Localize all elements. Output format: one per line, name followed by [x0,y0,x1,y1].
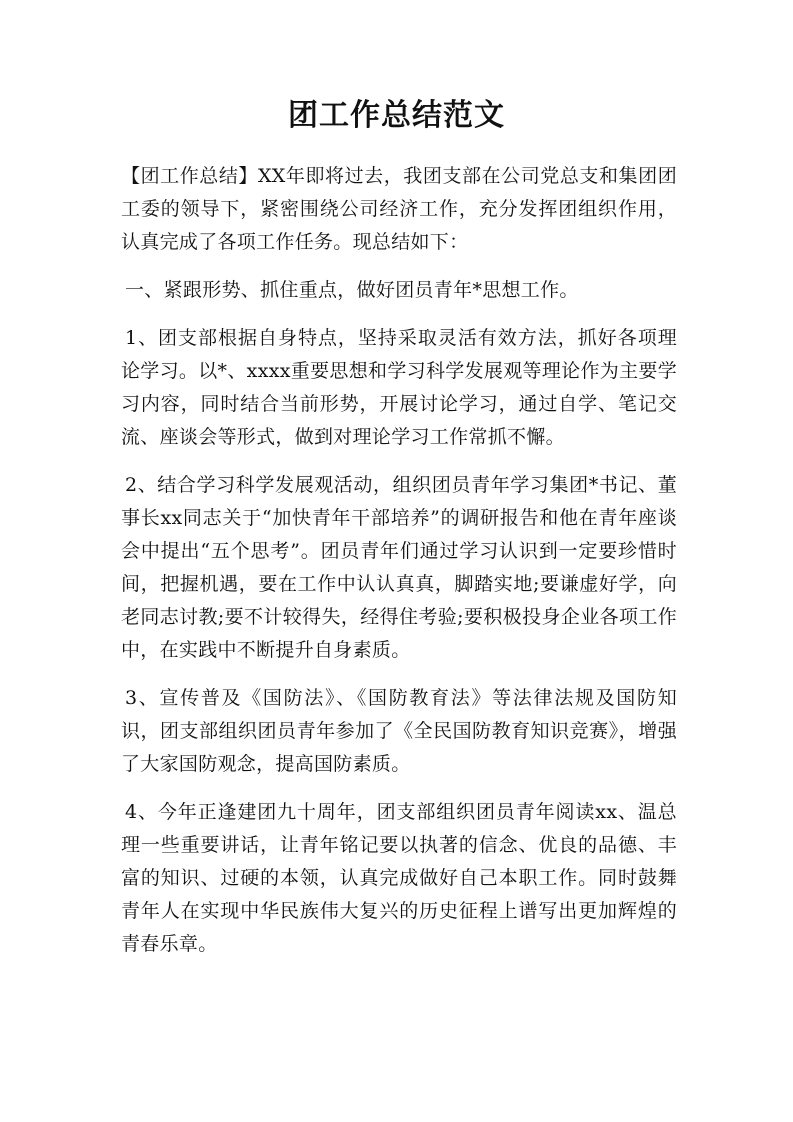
item-paragraph-4: 4、今年正逢建团九十周年，团支部组织团员青年阅读xx、温总理一些重要讲话，让青年铭记要以执著的信念、优良的品德、丰富的知识、过硬的本领，认真完成做好自己本职工作。同时鼓舞青年人在实现中华民族伟大复兴的历史征程上谱写出更加辉煌的青春乐章。 [121,801,677,955]
document-body [121,160,677,976]
item-paragraph-1: 1、团支部根据自身特点，坚持采取灵活有效方法，抓好各项理论学习。以*、xxxx重要思想和学习科学发展观等理论作为主要学习内容，同时结合当前形势，开展讨论学习，通过自学、笔记交流、座谈会等形式，做到对理论学习工作常抓不懈。 [121,327,677,448]
item-paragraph-3: 3、宣传普及《国防法》、《国防教育法》等法律法规及国防知识，团支部组织团员青年参加了《全民国防教育知识竞赛》，增强了大家国防观念，提高国防素质。 [121,687,677,775]
intro-paragraph: 【团工作总结】XX年即将过去，我团支部在公司党总支和集团团工委的领导下，紧密围绕公司经济工作，充分发挥团组织作用，认真完成了各项工作任务。现总结如下： [121,165,677,253]
item-paragraph-2: 2、结合学习科学发展观活动，组织团员青年学习集团*书记、董事长xx同志关于“加快青年干部培养”的调研报告和他在青年座谈会中提出“五个思考”。团员青年们通过学习认识到一定要珍惜时间，把握机遇，要在工作中认认真真，脚踏实地;要谦虚好学，向老同志讨教;要不计较得失，经得住考验;要积极投身企业各项工作中，在实践中不断提升自身素质。 [121,474,677,661]
section-heading-1: 一、紧跟形势、抓住重点，做好团员青年*思想工作。 [125,279,579,301]
page-title: 团工作总结范文 [288,98,505,133]
